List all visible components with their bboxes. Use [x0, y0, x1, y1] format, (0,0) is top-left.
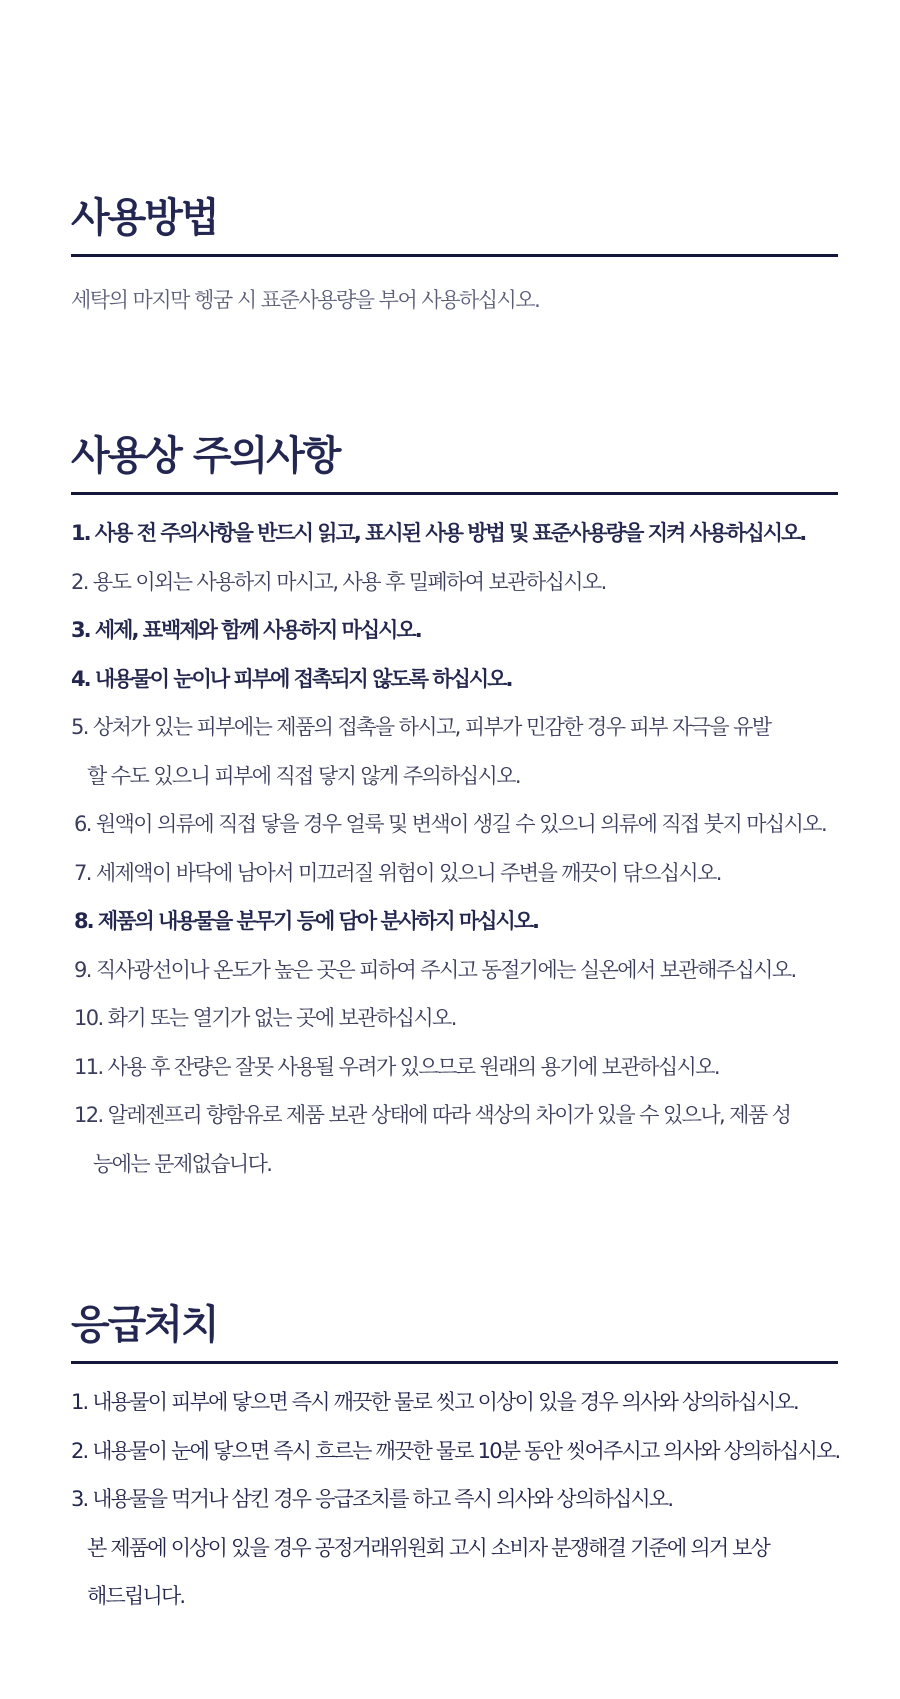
first-aid-list — [71, 1378, 838, 1621]
caution-item: 1. 사용 전 주의사항을 반드시 읽고, 표시된 사용 방법 및 표준사용량을 지켜 사용하십시오. — [71, 521, 806, 545]
first-aid-item: 2. 내용물이 눈에 닿으면 즉시 흐르는 깨끗한 물로 10분 동안 씻어주시고 의사와 상의하십시오. — [71, 1438, 840, 1463]
caution-item: 4. 내용물이 눈이나 피부에 접촉되지 않도록 하십시오. — [71, 666, 512, 691]
cautions-title: 사용상 주의사항 — [71, 433, 340, 479]
caution-item: 2. 용도 이외는 사용하지 마시고, 사용 후 밀폐하여 보관하십시오. — [71, 569, 606, 594]
first-aid-note: 본 제품에 이상이 있을 경우 공정거래위원회 고시 소비자 분쟁해결 기준에 의거 보상 — [87, 1535, 770, 1560]
caution-item: 10. 화기 또는 열기가 없는 곳에 보관하십시오. — [74, 1006, 456, 1030]
cautions-list — [71, 509, 838, 1188]
caution-item: 7. 세제액이 바닥에 남아서 미끄러질 위험이 있으니 주변을 깨끗이 닦으십시오. — [74, 860, 721, 885]
usage-section — [71, 193, 838, 336]
first-aid-section — [71, 1300, 838, 1621]
usage-title: 사용방법 — [71, 195, 218, 241]
caution-item: 8. 제품의 내용물을 분무기 등에 담아 분사하지 마십시오. — [74, 909, 539, 933]
first-aid-divider — [71, 1361, 838, 1364]
caution-item: 12. 알레젠프리 향함유로 제품 보관 상태에 따라 색상의 차이가 있을 수 있으나, 제품 성 — [74, 1103, 791, 1127]
first-aid-note-continued: 해드립니다. — [87, 1584, 185, 1608]
caution-item: 9. 직사광선이나 온도가 높은 곳은 피하여 주시고 동절기에는 실온에서 보관해주십시오. — [74, 957, 796, 982]
usage-divider — [71, 254, 838, 257]
caution-item: 3. 세제, 표백제와 함께 사용하지 마십시오. — [71, 618, 421, 642]
first-aid-item: 1. 내용물이 피부에 닿으면 즉시 깨끗한 물로 씻고 이상이 있을 경우 의사와 상의하십시오. — [71, 1390, 798, 1414]
cautions-section — [71, 431, 838, 1188]
caution-item: 11. 사용 후 잔량은 잘못 사용될 우려가 있으므로 원래의 용기에 보관하십시오. — [74, 1054, 720, 1079]
caution-item-continued: 능에는 문제없습니다. — [93, 1151, 272, 1176]
first-aid-item: 3. 내용물을 먹거나 삼킨 경우 응급조치를 하고 즉시 의사와 상의하십시오. — [71, 1487, 673, 1511]
caution-item: 6. 원액이 의류에 직접 닿을 경우 얼룩 및 변색이 생길 수 있으니 의류에 직접 붓지 마십시오. — [74, 812, 827, 836]
caution-item-continued: 할 수도 있으니 피부에 직접 닿지 않게 주의하십시오. — [87, 763, 521, 788]
usage-text: 세탁의 마지막 헹굼 시 표준사용량을 부어 사용하십시오. — [71, 288, 540, 312]
cautions-divider — [71, 492, 838, 495]
first-aid-title: 응급처치 — [71, 1302, 218, 1348]
caution-item: 5. 상처가 있는 피부에는 제품의 접촉을 하시고, 피부가 민감한 경우 피부 자극을 유발 — [71, 715, 771, 739]
